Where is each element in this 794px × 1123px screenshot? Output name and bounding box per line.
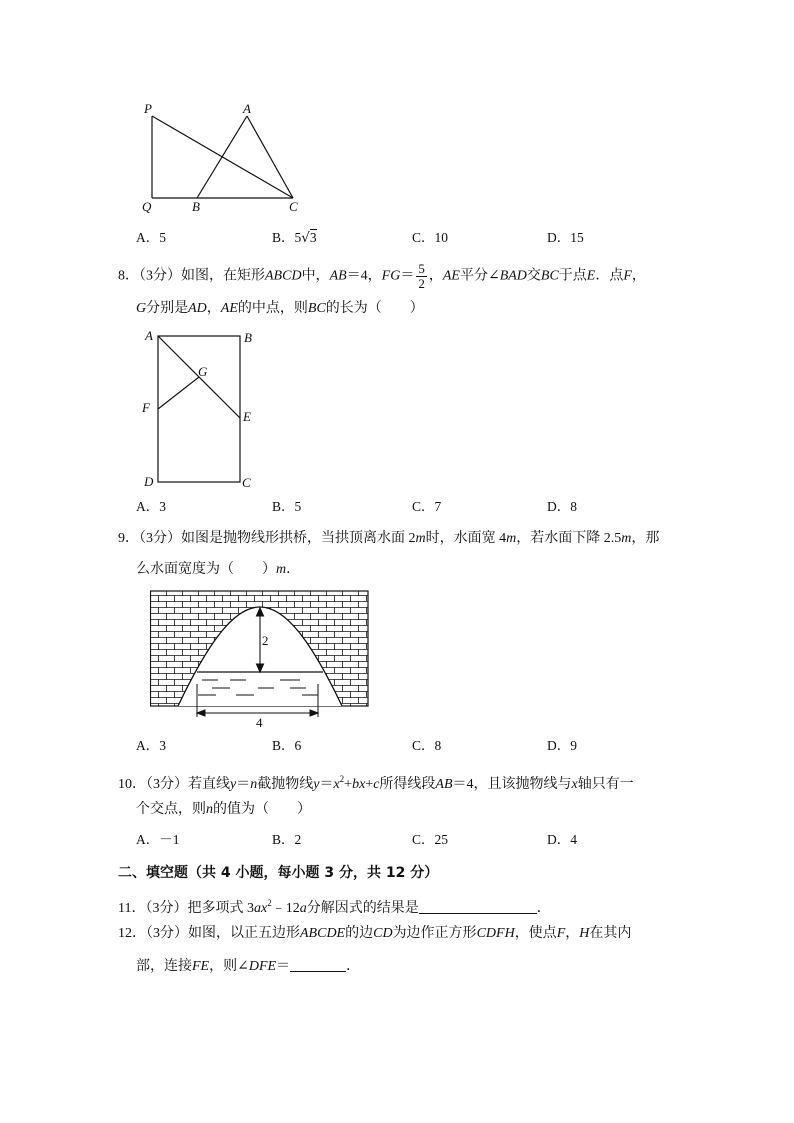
section-heading: 二、填空题（共 4 小题，每小题 3 分，共 12 分） (118, 865, 439, 881)
q12-line-2 (136, 957, 360, 977)
q8-option-a: A．3 (136, 499, 166, 514)
q9-var: m (621, 531, 632, 546)
q8-var: AE (442, 268, 460, 284)
q7-option-b-prefix: B．5 (272, 230, 302, 245)
q8-text: 8．（3分）如图，在矩形 (118, 268, 265, 284)
q9-text: 9．（3分）如图是抛物线形拱桥，当拱顶离水面 2 (118, 531, 416, 546)
label-q: Q (142, 199, 152, 214)
q8-text: 平分∠ (459, 268, 500, 284)
q12-var: FE (192, 959, 210, 974)
q9-text: ，那 (631, 531, 660, 546)
q8-option-d: D．8 (547, 499, 577, 514)
segment-ac (247, 116, 293, 198)
q10-var: x (333, 777, 340, 792)
q12-text: ，则∠ (209, 959, 249, 974)
q7-option-b-radicand: 3 (309, 230, 317, 245)
q12-text: 的边 (345, 926, 374, 941)
q8-var: AE (220, 301, 238, 316)
label-c: C (242, 475, 251, 490)
q8-var: F (623, 268, 632, 284)
q8-text: ．点 (595, 268, 624, 284)
q12-text: 在其内 (589, 926, 632, 941)
q7-option-a: A．5 (136, 230, 166, 245)
q10-text: 个交点，则 (136, 802, 206, 817)
label-f: F (142, 400, 150, 415)
q8-text: 的中点，则 (237, 301, 308, 316)
q10-line-2 (136, 800, 311, 820)
q10-text: + (344, 777, 353, 792)
q12-text: 部，连接 (136, 959, 192, 974)
q12-var: H (579, 926, 590, 941)
q9-line-2 (136, 560, 300, 580)
q8-rectangle-figure (138, 326, 268, 492)
q7-option-c: C．10 (412, 230, 449, 245)
q8-var: AB (329, 268, 347, 284)
q11-line (118, 893, 551, 919)
q8-text: ＝4， (346, 268, 382, 284)
q8-text: 交 (526, 268, 541, 284)
q8-option-b: B．5 (272, 499, 302, 514)
q10-text: 的值为（ ） (213, 802, 311, 817)
height-label: 2 (262, 633, 269, 648)
q8-text: 分别是 (146, 301, 189, 316)
q7-option-b (272, 228, 317, 248)
label-b: B (244, 330, 252, 345)
q9-option-b: B．6 (272, 738, 302, 753)
q10-text: 所得线段 (379, 777, 436, 792)
q8-text: 中， (301, 268, 330, 284)
q9-var: m (506, 531, 517, 546)
q8-var: BC (540, 268, 559, 284)
q12-text: ． (346, 959, 361, 974)
label-e: E (243, 409, 251, 424)
q10-var: AB (435, 777, 453, 792)
q8-var: ABCD (265, 268, 302, 284)
q10-text: 截抛物线 (257, 777, 314, 792)
q8-fraction (416, 262, 427, 291)
q9-arch-bridge-figure (150, 589, 370, 731)
q11-text: ﹣12 (271, 901, 300, 916)
q8-var: G (136, 301, 147, 316)
segment-fg (158, 377, 199, 409)
q10-var: c (373, 777, 380, 792)
label-d: D (144, 474, 154, 489)
q8-text: ， (206, 301, 221, 316)
q8-var: BAD (499, 268, 527, 284)
q10-text: 轴只有一 (577, 777, 634, 792)
q8-var: FG (381, 268, 401, 284)
q12-var: ABCDE (300, 926, 346, 941)
q12-text: ，使点 (514, 926, 557, 941)
q10-option-b: B．2 (272, 832, 302, 847)
q8-var: BC (307, 301, 326, 316)
q10-text: + (365, 777, 374, 792)
q10-var: n (250, 777, 258, 792)
rectangle-abcd (158, 336, 240, 482)
q11-text: 11．（3分）把多项式 3 (118, 901, 254, 916)
q12-var: DFE (248, 959, 277, 974)
q11-text: 分解因式的结果是 (306, 901, 419, 916)
q11-var: ax (253, 901, 268, 916)
q10-var: bx (352, 777, 366, 792)
label-p: P (144, 101, 152, 116)
q10-option-d: D．4 (547, 832, 577, 847)
q8-text: 于点 (558, 268, 587, 284)
q11-answer-blank[interactable] (419, 899, 537, 914)
q8-var: AD (188, 301, 207, 316)
q8-text: ， (631, 268, 646, 284)
q12-text: 12．（3分）如图，以正五边形 (118, 926, 300, 941)
fraction-numerator: 5 (418, 261, 425, 276)
label-b: B (192, 199, 200, 214)
q12-answer-blank[interactable] (290, 957, 346, 972)
q10-text: ＝4，且该抛物线与 (452, 777, 572, 792)
q10-line-1 (118, 769, 634, 795)
q12-var: F (556, 926, 566, 941)
q12-var: CDFH (476, 926, 515, 941)
q7-option-d: D．15 (547, 230, 584, 245)
q10-option-a: A．－1 (136, 832, 180, 847)
width-label: 4 (256, 715, 263, 730)
q8-line-2 (136, 299, 424, 319)
q12-text: ＝ (276, 959, 291, 974)
q9-option-c: C．8 (412, 738, 442, 753)
label-a: A (243, 101, 251, 116)
q10-text: ＝ (236, 777, 251, 792)
q10-var: y (313, 777, 320, 792)
q12-text: ， (565, 926, 580, 941)
q8-text: ＝ (400, 268, 415, 284)
q8-var: E (586, 268, 596, 284)
q9-option-a: A．3 (136, 738, 166, 753)
q8-text: 的长为（ ） (325, 301, 424, 316)
q10-text: ＝ (319, 777, 334, 792)
q11-superscript: 2 (267, 898, 272, 908)
q10-superscript: 2 (339, 774, 345, 784)
label-a: A (145, 328, 153, 343)
segment-ab (197, 116, 247, 198)
q9-line-1 (118, 529, 659, 549)
q10-text: 10．（3分）若直线 (118, 777, 230, 792)
q10-option-c: C．25 (412, 832, 449, 847)
q9-option-d: D．9 (547, 738, 577, 753)
q8-option-c: C．7 (412, 499, 442, 514)
q12-text: 为边作正方形 (392, 926, 477, 941)
q11-var: a (299, 901, 307, 916)
q9-var: m (415, 531, 426, 546)
q9-text: 时，水面宽 4 (425, 531, 507, 546)
q9-text: 么水面宽度为（ ） (136, 562, 276, 577)
q10-var: y (230, 777, 237, 792)
q9-var: m (276, 562, 287, 577)
q12-var: CD (373, 926, 393, 941)
q10-var: n (206, 802, 213, 817)
fraction-denominator: 2 (418, 276, 425, 291)
q8-text: ， (428, 268, 443, 284)
q10-var: x (571, 777, 578, 792)
q9-text: ，若水面下降 2.5 (516, 531, 622, 546)
q7-triangle-figure (135, 98, 310, 216)
q9-text: ． (286, 562, 301, 577)
sqrt-symbol: √ (301, 230, 310, 246)
q12-line-1 (118, 924, 631, 944)
label-g: G (198, 364, 208, 379)
q8-line-1 (118, 262, 646, 291)
label-c: C (289, 199, 298, 214)
q11-text: ． (536, 901, 551, 916)
